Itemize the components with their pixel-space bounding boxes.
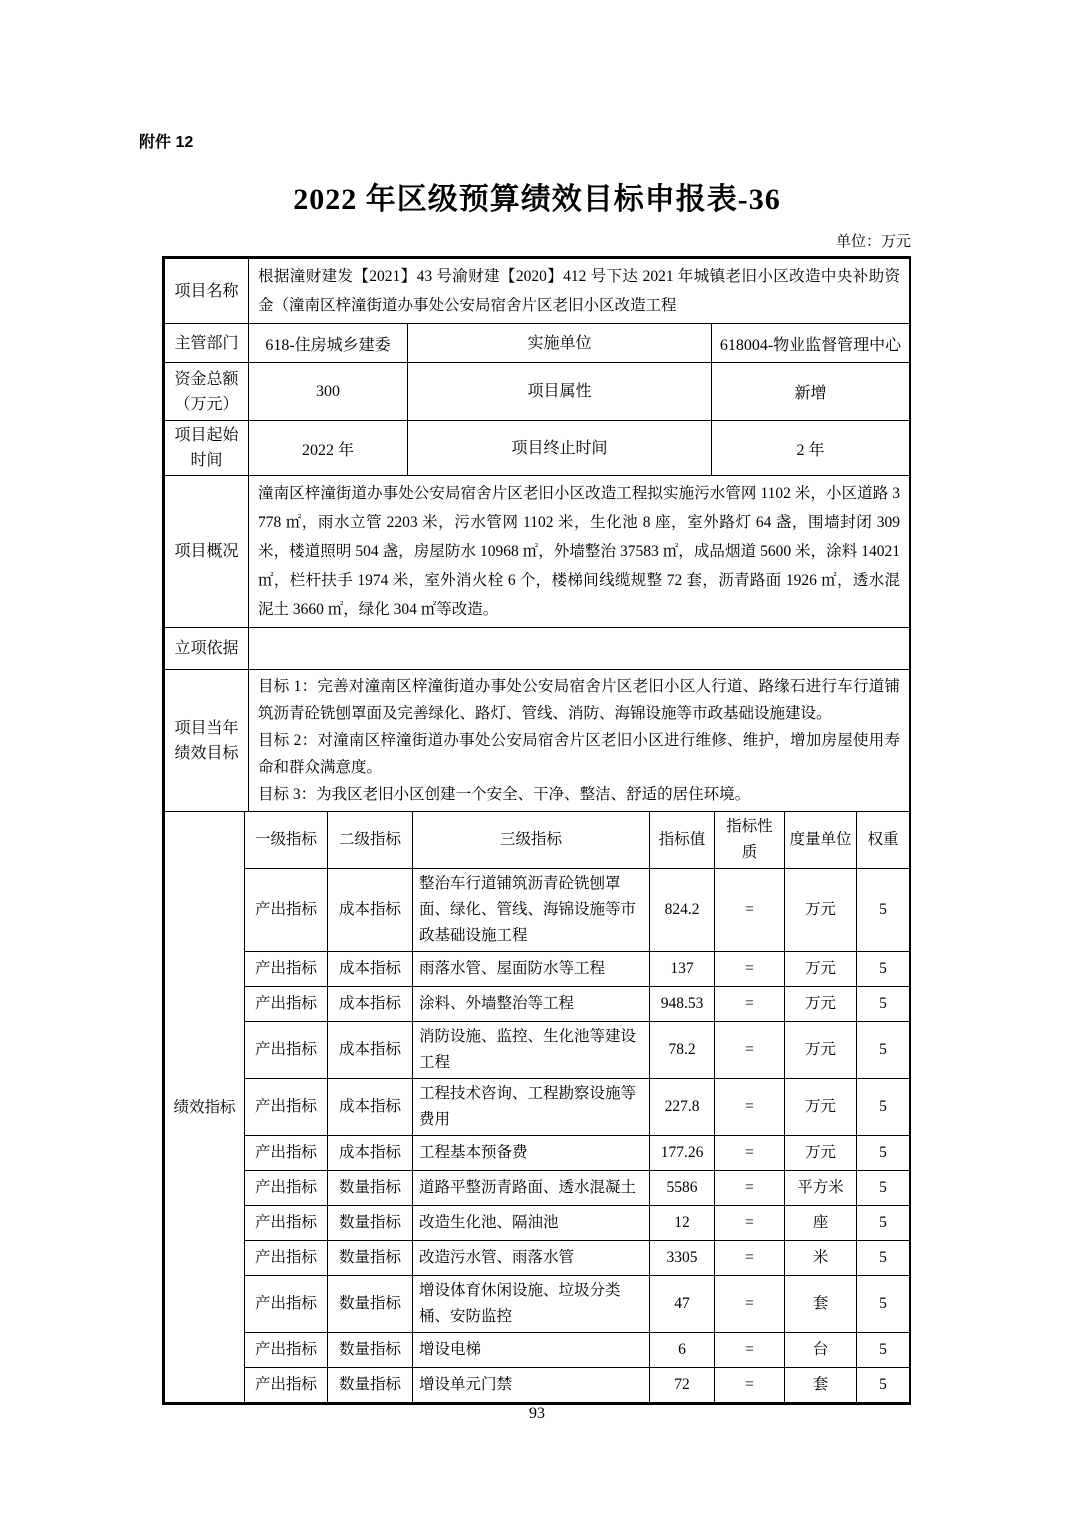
weight-cell: 5 bbox=[857, 1079, 910, 1136]
start-time-label: 项目起始时间 bbox=[165, 421, 249, 476]
level2-indicator-cell: 成本指标 bbox=[328, 1079, 413, 1136]
level3-indicator-cell: 道路平整沥青路面、透水混凝土 bbox=[413, 1171, 650, 1206]
goal-2-text: 目标 2：对潼南区梓潼街道办事处公安局宿舍片区老旧小区进行维修、维护，增加房屋使用寿命和群众满意度。 bbox=[258, 732, 901, 776]
indicator-value-cell: 78.2 bbox=[650, 1022, 715, 1079]
header-level2-indicator: 二级指标 bbox=[328, 812, 413, 869]
indicator-value-cell: 47 bbox=[650, 1276, 715, 1333]
measure-unit-cell: 万元 bbox=[785, 869, 857, 952]
indicators-section-label: 绩效指标 bbox=[165, 812, 245, 1403]
weight-cell: 5 bbox=[857, 1136, 910, 1171]
level1-indicator-cell: 产出指标 bbox=[245, 1241, 328, 1276]
measure-unit-cell: 万元 bbox=[785, 1136, 857, 1171]
start-time-value: 2022 年 bbox=[249, 421, 408, 476]
level1-indicator-cell: 产出指标 bbox=[245, 1022, 328, 1079]
header-weight: 权重 bbox=[857, 812, 910, 869]
indicator-nature-cell: = bbox=[715, 1079, 785, 1136]
level2-indicator-cell: 数量指标 bbox=[328, 1276, 413, 1333]
measure-unit-cell: 万元 bbox=[785, 987, 857, 1022]
unit-note: 单位：万元 bbox=[835, 234, 911, 250]
level3-indicator-cell: 改造生化池、隔油池 bbox=[413, 1206, 650, 1241]
indicator-row bbox=[165, 952, 910, 987]
weight-cell: 5 bbox=[857, 1171, 910, 1206]
level2-indicator-cell: 数量指标 bbox=[328, 1171, 413, 1206]
level3-indicator-cell: 消防设施、监控、生化池等建设工程 bbox=[413, 1022, 650, 1079]
fund-total-label: 资金总额（万元） bbox=[165, 363, 249, 421]
weight-cell: 5 bbox=[857, 869, 910, 952]
weight-cell: 5 bbox=[857, 1368, 910, 1403]
level1-indicator-cell: 产出指标 bbox=[245, 1136, 328, 1171]
header-indicator-nature: 指标性质 bbox=[715, 812, 785, 869]
level2-indicator-cell: 数量指标 bbox=[328, 1368, 413, 1403]
project-name-value: 根据潼财建发【2021】43 号渝财建【2020】412 号下达 2021 年城镇老旧小区改造中央补助资金（潼南区梓潼街道办事处公安局宿舍片区老旧小区改造工程 bbox=[249, 259, 910, 324]
level1-indicator-cell: 产出指标 bbox=[245, 869, 328, 952]
header-indicator-value: 指标值 bbox=[650, 812, 715, 869]
level1-indicator-cell: 产出指标 bbox=[245, 987, 328, 1022]
goals-value bbox=[249, 670, 910, 812]
level2-indicator-cell: 数量指标 bbox=[328, 1206, 413, 1241]
fund-row bbox=[165, 363, 910, 421]
measure-unit-cell: 米 bbox=[785, 1241, 857, 1276]
level1-indicator-cell: 产出指标 bbox=[245, 1079, 328, 1136]
indicator-value-cell: 3305 bbox=[650, 1241, 715, 1276]
overview-row bbox=[165, 476, 910, 628]
end-time-value: 2 年 bbox=[712, 421, 910, 476]
level1-indicator-cell: 产出指标 bbox=[245, 1206, 328, 1241]
project-info-table bbox=[164, 258, 910, 812]
level1-indicator-cell: 产出指标 bbox=[245, 1333, 328, 1368]
level3-indicator-cell: 改造污水管、雨落水管 bbox=[413, 1241, 650, 1276]
page-title: 2022 年区级预算绩效目标申报表-36 bbox=[293, 183, 781, 216]
measure-unit-cell: 平方米 bbox=[785, 1171, 857, 1206]
level3-indicator-cell: 增设单元门禁 bbox=[413, 1368, 650, 1403]
indicator-nature-cell: = bbox=[715, 1022, 785, 1079]
indicator-row bbox=[165, 1171, 910, 1206]
indicator-value-cell: 137 bbox=[650, 952, 715, 987]
project-dates-row bbox=[165, 421, 910, 476]
level3-indicator-cell: 增设体育休闲设施、垃圾分类桶、安防监控 bbox=[413, 1276, 650, 1333]
indicator-row bbox=[165, 1206, 910, 1241]
indicator-value-cell: 948.53 bbox=[650, 987, 715, 1022]
end-time-label: 项目终止时间 bbox=[408, 421, 712, 476]
goals-row bbox=[165, 670, 910, 812]
weight-cell: 5 bbox=[857, 952, 910, 987]
weight-cell: 5 bbox=[857, 1333, 910, 1368]
declaration-table bbox=[162, 256, 911, 1405]
indicator-row bbox=[165, 1276, 910, 1333]
measure-unit-cell: 套 bbox=[785, 1276, 857, 1333]
project-attribute-label: 项目属性 bbox=[408, 363, 712, 421]
indicator-nature-cell: = bbox=[715, 952, 785, 987]
indicator-nature-cell: = bbox=[715, 1276, 785, 1333]
goals-label: 项目当年绩效目标 bbox=[165, 670, 249, 812]
indicator-nature-cell: = bbox=[715, 1241, 785, 1276]
indicator-value-cell: 177.26 bbox=[650, 1136, 715, 1171]
indicator-value-cell: 227.8 bbox=[650, 1079, 715, 1136]
weight-cell: 5 bbox=[857, 1022, 910, 1079]
fund-total-value: 300 bbox=[249, 363, 408, 421]
level1-indicator-cell: 产出指标 bbox=[245, 1276, 328, 1333]
header-level3-indicator: 三级指标 bbox=[413, 812, 650, 869]
level2-indicator-cell: 成本指标 bbox=[328, 869, 413, 952]
department-row bbox=[165, 324, 910, 363]
basis-row bbox=[165, 628, 910, 670]
weight-cell: 5 bbox=[857, 987, 910, 1022]
project-attribute-value: 新增 bbox=[712, 363, 910, 421]
indicator-value-cell: 12 bbox=[650, 1206, 715, 1241]
level1-indicator-cell: 产出指标 bbox=[245, 1368, 328, 1403]
basis-label: 立项依据 bbox=[165, 628, 249, 670]
level2-indicator-cell: 成本指标 bbox=[328, 952, 413, 987]
level2-indicator-cell: 成本指标 bbox=[328, 1136, 413, 1171]
indicator-row bbox=[165, 869, 910, 952]
level3-indicator-cell: 雨落水管、屋面防水等工程 bbox=[413, 952, 650, 987]
measure-unit-cell: 万元 bbox=[785, 1079, 857, 1136]
project-name-label: 项目名称 bbox=[165, 259, 249, 324]
measure-unit-cell: 万元 bbox=[785, 1022, 857, 1079]
goal-1-text: 目标 1：完善对潼南区梓潼街道办事处公安局宿舍片区老旧小区人行道、路缘石进行车行道铺筑沥青砼铣刨罩面及完善绿化、路灯、管线、消防、海锦设施等市政基础设施建设。 bbox=[258, 678, 901, 722]
indicator-row bbox=[165, 1079, 910, 1136]
measure-unit-cell: 万元 bbox=[785, 952, 857, 987]
level2-indicator-cell: 数量指标 bbox=[328, 1333, 413, 1368]
level3-indicator-cell: 整治车行道铺筑沥青砼铣刨罩面、绿化、管线、海锦设施等市政基础设施工程 bbox=[413, 869, 650, 952]
implementing-unit-label: 实施单位 bbox=[408, 324, 712, 363]
indicator-row bbox=[165, 1368, 910, 1403]
department-label: 主管部门 bbox=[165, 324, 249, 363]
indicator-row bbox=[165, 1333, 910, 1368]
indicator-nature-cell: = bbox=[715, 1368, 785, 1403]
indicator-value-cell: 5586 bbox=[650, 1171, 715, 1206]
level1-indicator-cell: 产出指标 bbox=[245, 952, 328, 987]
indicator-nature-cell: = bbox=[715, 1333, 785, 1368]
overview-value: 潼南区梓潼街道办事处公安局宿舍片区老旧小区改造工程拟实施污水管网 1102 米，小区道路 3778 ㎡，雨水立管 2203 米，污水管网 1102 米，生化池 8 座，室外路灯 64 盏，围墙封闭 309 米，楼道照明 504 盏，房屋防水 10968 ㎡，外墙整治 37583 ㎡，成品烟道 5600 米，涂料 14021 ㎡，栏杆扶手 1974 米，室外消火栓 6 个，楼梯间线缆规整 72 套，沥青路面 1926 ㎡，透水混泥土 3660 ㎡，绿化 304 ㎡等改造。 bbox=[249, 476, 910, 628]
indicator-value-cell: 824.2 bbox=[650, 869, 715, 952]
level2-indicator-cell: 数量指标 bbox=[328, 1241, 413, 1276]
indicator-row bbox=[165, 987, 910, 1022]
header-level1-indicator: 一级指标 bbox=[245, 812, 328, 869]
indicator-nature-cell: = bbox=[715, 869, 785, 952]
level1-indicator-cell: 产出指标 bbox=[245, 1171, 328, 1206]
measure-unit-cell: 座 bbox=[785, 1206, 857, 1241]
indicator-row bbox=[165, 1241, 910, 1276]
overview-label: 项目概况 bbox=[165, 476, 249, 628]
level2-indicator-cell: 成本指标 bbox=[328, 1022, 413, 1079]
indicator-value-cell: 72 bbox=[650, 1368, 715, 1403]
weight-cell: 5 bbox=[857, 1206, 910, 1241]
weight-cell: 5 bbox=[857, 1241, 910, 1276]
project-name-row bbox=[165, 259, 910, 324]
level3-indicator-cell: 工程基本预备费 bbox=[413, 1136, 650, 1171]
weight-cell: 5 bbox=[857, 1276, 910, 1333]
attachment-label: 附件 12 bbox=[139, 134, 194, 151]
level3-indicator-cell: 涂料、外墙整治等工程 bbox=[413, 987, 650, 1022]
indicator-nature-cell: = bbox=[715, 1136, 785, 1171]
measure-unit-cell: 套 bbox=[785, 1368, 857, 1403]
indicator-nature-cell: = bbox=[715, 1206, 785, 1241]
indicators-table bbox=[164, 811, 910, 1403]
header-measure-unit: 度量单位 bbox=[785, 812, 857, 869]
implementing-unit-value: 618004-物业监督管理中心 bbox=[712, 324, 910, 363]
indicator-row bbox=[165, 1136, 910, 1171]
page-number: 93 bbox=[529, 1405, 545, 1422]
indicator-nature-cell: = bbox=[715, 1171, 785, 1206]
indicator-nature-cell: = bbox=[715, 987, 785, 1022]
goal-3-text: 目标 3：为我区老旧小区创建一个安全、干净、整洁、舒适的居住环境。 bbox=[258, 786, 751, 803]
department-value: 618-住房城乡建委 bbox=[249, 324, 408, 363]
level3-indicator-cell: 增设电梯 bbox=[413, 1333, 650, 1368]
indicator-row bbox=[165, 1022, 910, 1079]
basis-value bbox=[249, 628, 910, 670]
measure-unit-cell: 台 bbox=[785, 1333, 857, 1368]
indicator-value-cell: 6 bbox=[650, 1333, 715, 1368]
indicators-header-row bbox=[165, 812, 910, 869]
level2-indicator-cell: 成本指标 bbox=[328, 987, 413, 1022]
level3-indicator-cell: 工程技术咨询、工程勘察设施等费用 bbox=[413, 1079, 650, 1136]
